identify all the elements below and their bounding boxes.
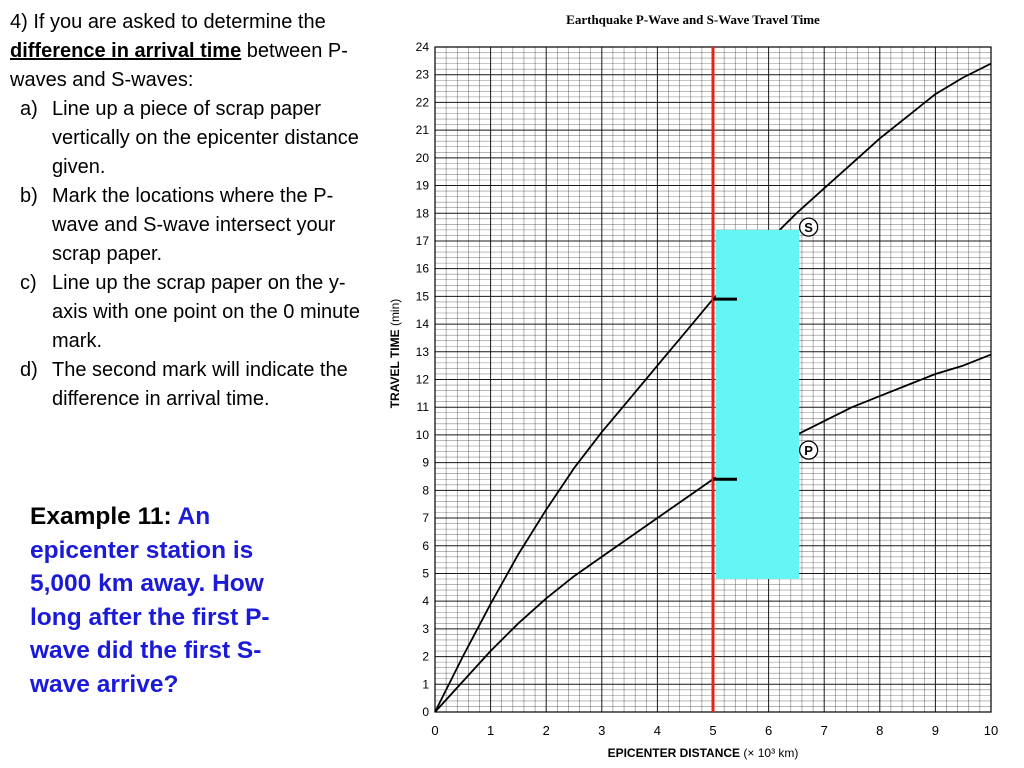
x-tick-label: 0: [431, 723, 439, 738]
step-letter: d): [20, 359, 38, 381]
intro-text-end: between P-waves and S-waves:: [10, 40, 348, 91]
y-tick-label: 3: [422, 621, 429, 636]
x-tick-label: 6: [764, 723, 773, 738]
y-tick-label: 15: [415, 289, 429, 304]
y-axis-label: [388, 299, 402, 409]
x-tick-label: 5: [709, 723, 717, 738]
y-tick-label: 8: [422, 483, 429, 498]
x-axis-label-main: EPICENTER DISTANCE: [607, 746, 741, 760]
x-tick-label: 9: [931, 723, 940, 738]
chart-title: Earthquake P-Wave and S-Wave Travel Time: [566, 12, 820, 27]
y-tick-label: 9: [422, 455, 429, 470]
y-tick-label: 6: [422, 538, 429, 553]
y-tick-label: 5: [422, 566, 429, 581]
intro-text-start: 4) If you are asked to determine the: [10, 11, 326, 33]
step-letter: b): [20, 185, 38, 207]
y-tick-label: 0: [422, 705, 429, 719]
x-axis-label: [608, 746, 799, 760]
scrap-paper-strip: [716, 230, 799, 579]
y-tick-label: 23: [415, 67, 429, 82]
y-tick-label: 10: [415, 427, 429, 442]
y-tick-label: 18: [415, 206, 429, 221]
y-tick-label: 24: [415, 40, 429, 54]
x-axis-label-units: (× 10³ km): [740, 746, 799, 760]
y-tick-label: 13: [415, 344, 429, 359]
y-tick-label: 17: [415, 233, 429, 248]
x-tick-label: 3: [598, 723, 606, 738]
y-tick-label: 19: [415, 178, 429, 193]
step-text: Line up a piece of scrap paper vertically on the epicenter distance given.: [52, 98, 359, 178]
step-text: Mark the locations where the P-wave and S-wave intersect your scrap paper.: [52, 185, 336, 265]
y-axis-label-units: (min): [388, 298, 402, 330]
y-tick-label: 4: [422, 594, 429, 609]
y-tick-label: 7: [422, 511, 429, 526]
y-tick-label: 12: [415, 372, 429, 387]
step-letter: a): [20, 98, 38, 120]
y-tick-label: 11: [416, 400, 429, 415]
series-label-p: P: [804, 443, 813, 459]
y-axis-label-main: TRAVEL TIME: [388, 329, 402, 409]
intro-emphasis: difference in arrival time: [10, 40, 242, 62]
y-tick-label: 14: [415, 317, 429, 332]
x-tick-label: 2: [542, 723, 550, 738]
x-tick-label: 8: [876, 723, 884, 738]
step-text: Line up the scrap paper on the y-axis with one point on the 0 minute mark.: [52, 272, 360, 352]
step-text: The second mark will indicate the difference in arrival time.: [52, 359, 348, 410]
example-text: An epicenter station is 5,000 km away. How long after the first P-wave did the first S-wave arrive?: [30, 503, 270, 698]
x-tick-label: 1: [486, 723, 495, 738]
example-label: Example 11:: [30, 503, 178, 530]
y-tick-label: 20: [415, 150, 429, 165]
y-tick-label: 22: [415, 95, 429, 110]
y-tick-label: 21: [415, 123, 429, 138]
x-tick-label: 4: [653, 723, 662, 738]
x-tick-label: 10: [983, 723, 999, 738]
step-letter: c): [20, 272, 37, 294]
y-tick-label: 16: [415, 261, 429, 276]
x-tick-label: 7: [820, 723, 828, 738]
y-tick-label: 2: [422, 649, 429, 664]
y-tick-label: 1: [422, 677, 429, 692]
series-label-s: S: [804, 220, 813, 236]
